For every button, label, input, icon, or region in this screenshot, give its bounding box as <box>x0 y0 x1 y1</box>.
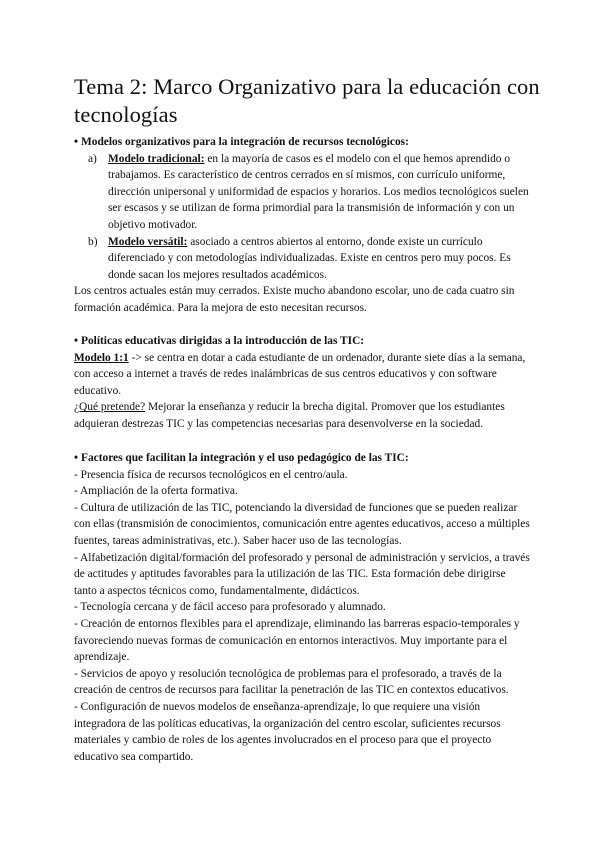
section-heading-text: Políticas educativas dirigidas a la introducción de las TIC: <box>81 335 365 348</box>
question-label: ¿Qué pretende? <box>74 401 146 414</box>
modelo-1-1-paragraph <box>74 350 530 400</box>
factor-item: - Servicios de apoyo y resolución tecnológica de problemas para el profesorado, a través de la creación de centros de recursos para facilitar la penetración de las TIC en contextos educativos. <box>74 667 509 697</box>
factor-item: - Presencia física de recursos tecnológicos en el centro/aula. <box>74 468 348 481</box>
factor-item: - Configuración de nuevos modelos de enseñanza-aprendizaje, lo que requiere una visión integradora de las políticas educativas, la organización del centro escolar, suficientes recursos materiales y cambio de roles de los agentes involucrados en el proceso para que el proyecto educativo sea compartido. <box>74 701 501 763</box>
bullet-icon: • <box>74 335 78 348</box>
term-label: Modelo versátil: <box>108 235 188 248</box>
list-marker: b) <box>88 235 98 248</box>
list-marker: a) <box>88 152 97 165</box>
factor-item: - Ampliación de la oferta formativa. <box>74 485 238 498</box>
bullet-icon: • <box>74 136 78 148</box>
page-title: Tema 2: Marco Organizativo para la educación con tecnologías <box>74 74 540 127</box>
que-pretende-paragraph <box>74 399 530 432</box>
section-heading-text: Factores que facilitan la integración y el uso pedagógico de las TIC: <box>81 452 409 465</box>
section-heading-politicas <box>74 333 530 350</box>
term-label: Modelo 1:1 <box>74 351 129 364</box>
paragraph-text: Mejorar la enseñanza y reducir la brecha digital. Promover que los estudiantes adquieran destrezas TIC y las competencias necesarias para desenvolverse en la sociedad. <box>74 401 505 430</box>
section-heading-text: Modelos organizativos para la integración de recursos tecnológicos: <box>81 136 409 148</box>
item-text: en la mayoría de casos es el modelo con el que hemos aprendido o trabajamos. Es característico de centros cerrados en sí mismos, con currículo uniforme, dirección unipersonal y uniformidad de espacios y horarios. Los medios tecnológicos suelen ser escasos y se utilizan de forma primordial para la transmisión de información y con un objetivo motivador. <box>108 152 529 231</box>
item-text: asociado a centros abiertos al entorno, donde existe un currículo diferenciado y con metodologías individualizadas. Existe en centros pero muy pocos. Es donde sacan los mejores resultados académicos. <box>108 235 511 281</box>
factor-item: - Tecnología cercana y de fácil acceso para profesorado y alumnado. <box>74 601 386 614</box>
section-note: Los centros actuales están muy cerrados. Existe mucho abandono escolar, uno de cada cuatro sin formación académica. Para la mejora de esto necesitan recursos. <box>74 285 515 314</box>
paragraph-text: -> se centra en dotar a cada estudiante de un ordenador, durante siete días a la semana, con acceso a internet a través de redes inalámbricas de sus centros educativos y con software educativo. <box>74 351 526 397</box>
factor-item: - Creación de entornos flexibles para el aprendizaje, eliminando las barreras espacio-temporales y favoreciendo nuevas formas de comunicación en entornos interactivos. Muy importante para el aprendizaje. <box>74 618 520 664</box>
section-heading-factores <box>74 450 530 467</box>
list-item-modelo-versatil <box>74 234 530 284</box>
term-label: Modelo tradicional: <box>108 152 205 165</box>
section-heading-modelos <box>74 134 530 151</box>
list-item-modelo-tradicional <box>74 151 530 234</box>
factor-item: - Cultura de utilización de las TIC, potenciando la diversidad de funciones que se pueden realizar con ellas (transmisión de conocimientos, comunicación entre agentes educativos, acceso a múltiples fuentes, tareas administrativas, etc.). Saber hacer uso de las tecnologías. <box>74 501 530 548</box>
document-body <box>74 134 530 765</box>
factor-item: - Alfabetización digital/formación del profesorado y personal de administración y servicios, a través de actitudes y aptitudes favorables para la utilización de las TIC. Esta formación debe dirigirse tanto a aspectos técnicos como, fundamentalmente, didácticos. <box>74 551 530 597</box>
bullet-icon: • <box>74 452 78 465</box>
